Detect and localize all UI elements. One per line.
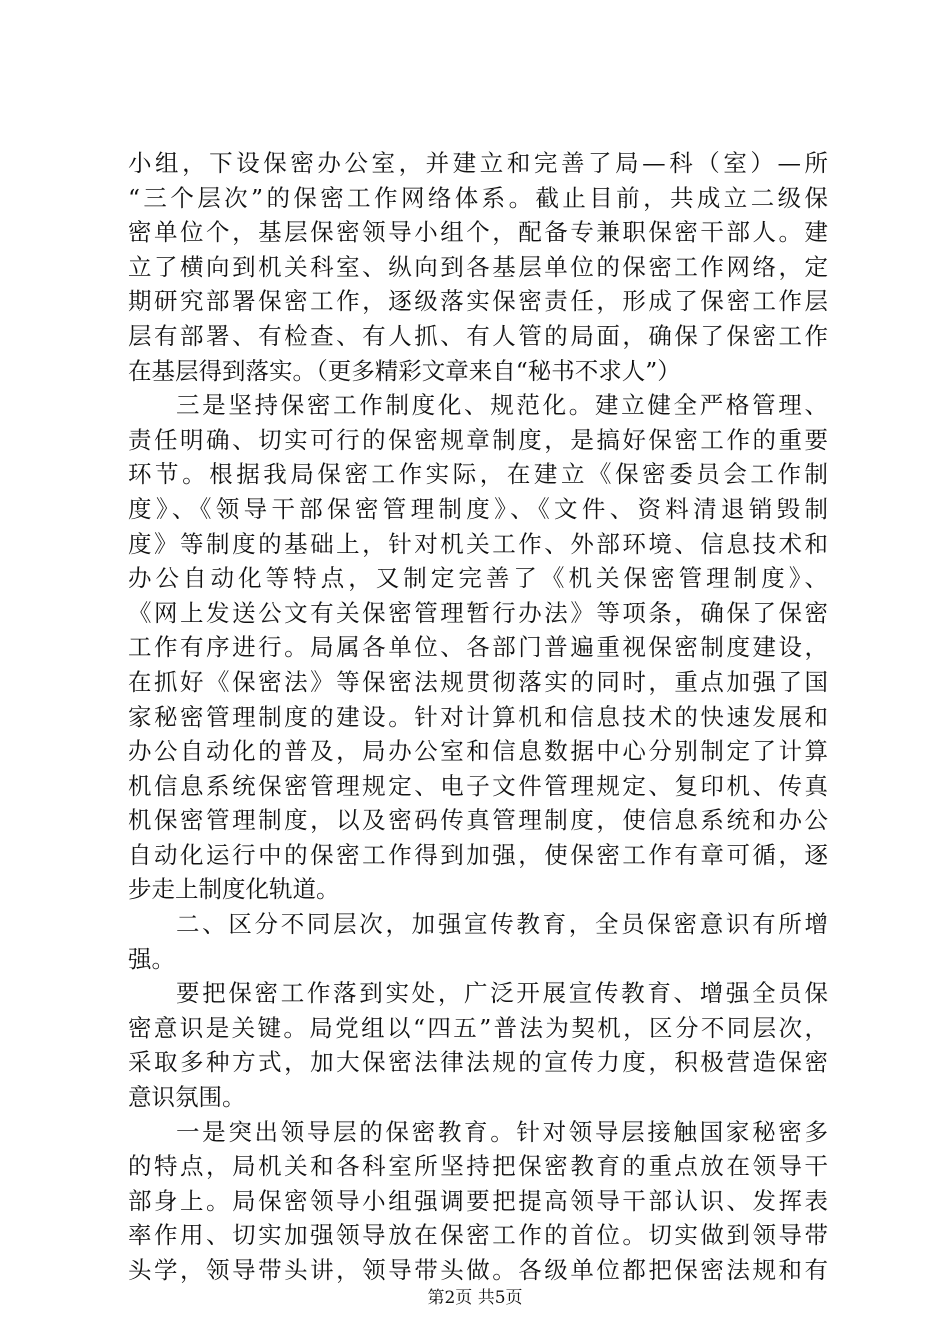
text-line: 环节。根据我局保密工作实际，在建立《保密委员会工作制 (128, 460, 828, 489)
text-line: 的特点，局机关和各科室所坚持把保密教育的重点放在领导干 (128, 1152, 828, 1181)
paragraph-3-heading (128, 907, 828, 976)
text-line: 立了横向到机关科室、纵向到各基层单位的保密工作网络，定 (128, 252, 828, 281)
text-line: 密意识是关键。局党组以“四五”普法为契机，区分不同层次， (128, 1013, 828, 1042)
text-line: 办公自动化的普及，局办公室和信息数据中心分别制定了计算 (128, 737, 828, 766)
paragraph-5 (128, 1115, 828, 1288)
text-line: 强。 (128, 944, 175, 973)
page-number-footer: 第2页 共5页 (427, 1288, 523, 1308)
text-line: 自动化运行中的保密工作得到加强，使保密工作有章可循，逐 (128, 840, 828, 869)
text-line: 三是坚持保密工作制度化、规范化。建立健全严格管理、 (176, 391, 828, 420)
text-line: 采取多种方式，加大保密法律法规的宣传力度，积极营造保密 (128, 1048, 828, 1077)
text-line: “三个层次”的保密工作网络体系。截止目前，共成立二级保 (128, 183, 828, 212)
text-line: 密单位个，基层保密领导小组个，配备专兼职保密干部人。建 (128, 218, 828, 247)
text-line: 在基层得到落实。（更多精彩文章来自“秘书不求人”） (128, 356, 681, 385)
text-line: 家秘密管理制度的建设。针对计算机和信息技术的快速发展和 (128, 702, 828, 731)
paragraph-1 (128, 146, 828, 388)
text-line: 率作用、切实加强领导放在保密工作的首位。切实做到领导带 (128, 1221, 828, 1250)
text-line: 部身上。局保密领导小组强调要把提高领导干部认识、发挥表 (128, 1186, 828, 1215)
text-line: 机保密管理制度，以及密码传真管理制度，使信息系统和办公 (128, 806, 828, 835)
text-line: 在抓好《保密法》等保密法规贯彻落实的同时，重点加强了国 (128, 667, 828, 696)
text-line: 《网上发送公文有关保密管理暂行办法》等项条，确保了保密 (128, 598, 828, 627)
text-line: 小组，下设保密办公室，并建立和完善了局—科（室）—所 (128, 149, 828, 177)
document-body (128, 146, 828, 1288)
paragraph-2 (128, 388, 828, 907)
text-line: 办公自动化等特点，又制定完善了《机关保密管理制度》、 (128, 564, 828, 593)
text-line: 一是突出领导层的保密教育。针对领导层接触国家秘密多 (176, 1117, 828, 1146)
text-line: 要把保密工作落到实处，广泛开展宣传教育、增强全员保 (176, 979, 828, 1008)
text-line: 工作有序进行。局属各单位、各部门普遍重视保密制度建设， (128, 633, 828, 662)
text-line: 头学，领导带头讲，领导带头做。各级单位都把保密法规和有 (128, 1256, 828, 1284)
text-line: 二、区分不同层次，加强宣传教育，全员保密意识有所增 (176, 910, 828, 939)
text-line: 责任明确、切实可行的保密规章制度，是搞好保密工作的重要 (128, 425, 828, 454)
paragraph-4 (128, 976, 828, 1114)
text-line: 期研究部署保密工作，逐级落实保密责任，形成了保密工作层 (128, 287, 828, 316)
text-line: 度》、《领导干部保密管理制度》、《文件、资料清退销毁制 (128, 494, 828, 523)
text-line: 机信息系统保密管理规定、电子文件管理规定、复印机、传真 (128, 771, 828, 800)
text-line: 意识氛围。 (128, 1083, 246, 1112)
text-line: 层有部署、有检查、有人抓、有人管的局面，确保了保密工作 (128, 321, 828, 350)
text-line: 度》等制度的基础上，针对机关工作、外部环境、信息技术和 (128, 529, 828, 558)
text-line: 步走上制度化轨道。 (128, 875, 340, 904)
